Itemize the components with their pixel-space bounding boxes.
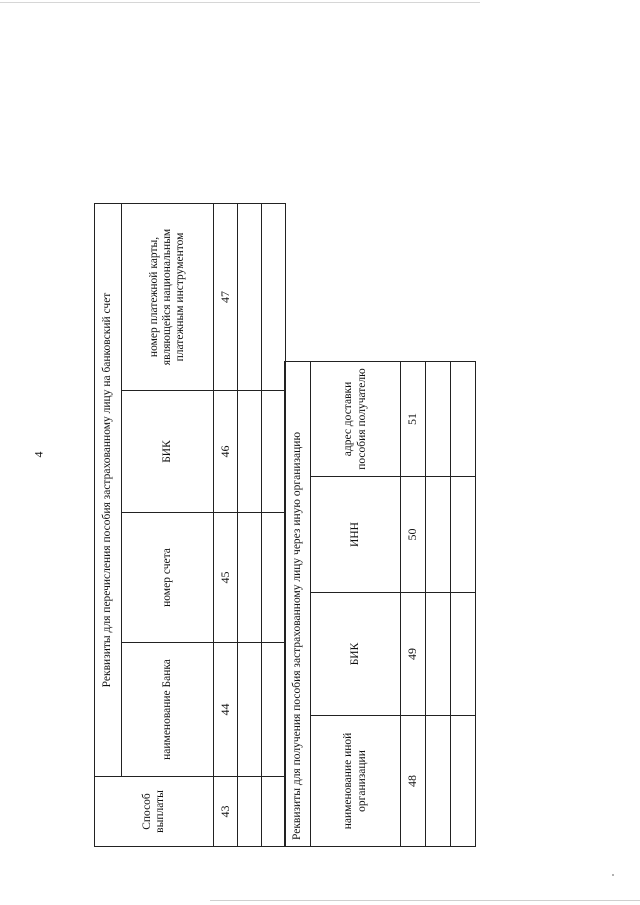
group-header-bank-transfer: Реквизиты для перечисления пособия застрахованному лицу на банковский счет — [95, 203, 122, 776]
empty-cell — [426, 362, 451, 477]
empty-cell — [451, 716, 476, 847]
cell-50: 50 — [401, 477, 426, 593]
cell-49: 49 — [401, 593, 426, 716]
scan-edge-line — [0, 2, 480, 3]
empty-cell — [262, 643, 286, 777]
col-header-card-number: номер платежной карты, являющейся национальным платежным инструментом — [122, 203, 214, 390]
col-header-payment-method: Способ выплаты — [95, 777, 214, 847]
empty-cell — [262, 777, 286, 847]
col-header-account-number: номер счета — [122, 513, 214, 643]
empty-cell — [238, 203, 262, 390]
empty-cell — [426, 716, 451, 847]
col-header-bank-name: наименование Банка — [122, 643, 214, 777]
cell-43: 43 — [214, 777, 238, 847]
col-header-delivery-address: адрес доставки пособия получателю — [311, 362, 401, 477]
other-organization-requisites-table — [284, 362, 450, 847]
empty-cell — [262, 513, 286, 643]
cell-44: 44 — [214, 643, 238, 777]
col-header-organization-name: наименование иной организации — [311, 716, 401, 847]
cell-45: 45 — [214, 513, 238, 643]
col-header-bik: БИК — [122, 391, 214, 513]
empty-cell — [238, 777, 262, 847]
col-header-bik: БИК — [311, 593, 401, 716]
cell-51: 51 — [401, 362, 426, 477]
group-header-other-organization: Реквизиты для получения пособия застрахованному лицу через иную организацию — [285, 362, 311, 847]
empty-cell — [238, 643, 262, 777]
empty-cell — [262, 391, 286, 513]
page-number: 4 — [31, 451, 46, 458]
scan-speck — [612, 874, 614, 876]
empty-cell — [238, 391, 262, 513]
empty-cell — [451, 477, 476, 593]
cell-48: 48 — [401, 716, 426, 847]
empty-cell — [451, 593, 476, 716]
cell-47: 47 — [214, 203, 238, 390]
cell-46: 46 — [214, 391, 238, 513]
empty-cell — [426, 593, 451, 716]
empty-cell — [451, 362, 476, 477]
scan-edge-line — [210, 900, 640, 901]
bank-account-requisites-table — [94, 204, 280, 847]
empty-cell — [426, 477, 451, 593]
empty-cell — [238, 513, 262, 643]
col-header-inn: ИНН — [311, 477, 401, 593]
empty-cell — [262, 203, 286, 390]
